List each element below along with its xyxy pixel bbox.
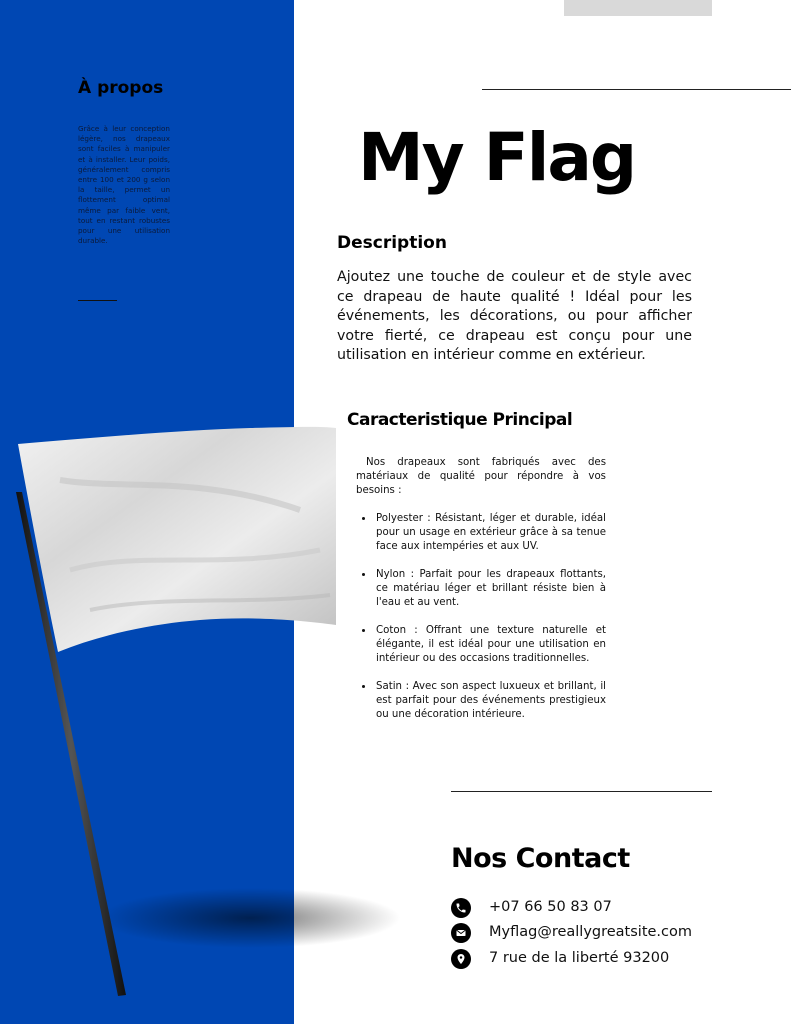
main-title: My Flag (358, 119, 636, 196)
contact-address-row (451, 948, 670, 970)
about-underline (78, 300, 117, 301)
contact-email-row (451, 922, 693, 944)
list-item: • Nylon : Parfait pour les drapeaux flottants, ce matériau léger et brillant résiste bien à l'eau et au vent. (374, 568, 606, 610)
features-title: Caracteristique Principal (347, 410, 573, 430)
list-item: • Coton : Offrant une texture naturelle et élégante, il est idéal pour une utilisation en intérieur ou des occasions traditionnelles. (374, 624, 606, 666)
flag-illustration (0, 420, 400, 1020)
features-list (356, 512, 606, 736)
about-title: À propos (78, 78, 164, 98)
phone-icon (451, 898, 471, 918)
contact-address: 7 rue de la liberté 93200 (489, 950, 670, 966)
list-item: • Satin : Avec son aspect luxueux et brillant, il est parfait pour des événements prestigieux ou une décoration intérieure. (374, 680, 606, 722)
location-pin-icon (451, 949, 471, 969)
contact-phone[interactable]: +07 66 50 83 07 (489, 899, 612, 915)
contact-divider (451, 791, 712, 792)
description-text: Ajoutez une touche de couleur et de style avec ce drapeau de haute qualité ! Idéal pour les événements, les décorations, ou pour afficher votre fierté, ce drapeau est conçu pour une utilisation en intérieur comme en extérieur. (337, 269, 692, 363)
contact-phone-row (451, 897, 612, 919)
description-title: Description (337, 233, 447, 253)
top-accent-bar (564, 0, 712, 16)
features-intro: Nos drapeaux sont fabriqués avec des matériaux de qualité pour répondre à vos besoins : (356, 457, 606, 496)
mail-icon (451, 923, 471, 943)
contact-title: Nos Contact (451, 843, 630, 874)
about-text: Grâce à leur conception légère, nos drapeaux sont faciles à manipuler et à installer. Leur poids, généralement compris entre 100 et 200 g selon la taille, permet un flottement optimal même par faible vent, tout en restant robustes pour une utilisation durable. (78, 124, 170, 246)
top-divider (482, 89, 791, 90)
contact-email[interactable]: Myflag@reallygreatsite.com (489, 924, 693, 940)
list-item: • Polyester : Résistant, léger et durable, idéal pour un usage en extérieur grâce à sa tenue face aux intempéries et aux UV. (374, 512, 606, 554)
